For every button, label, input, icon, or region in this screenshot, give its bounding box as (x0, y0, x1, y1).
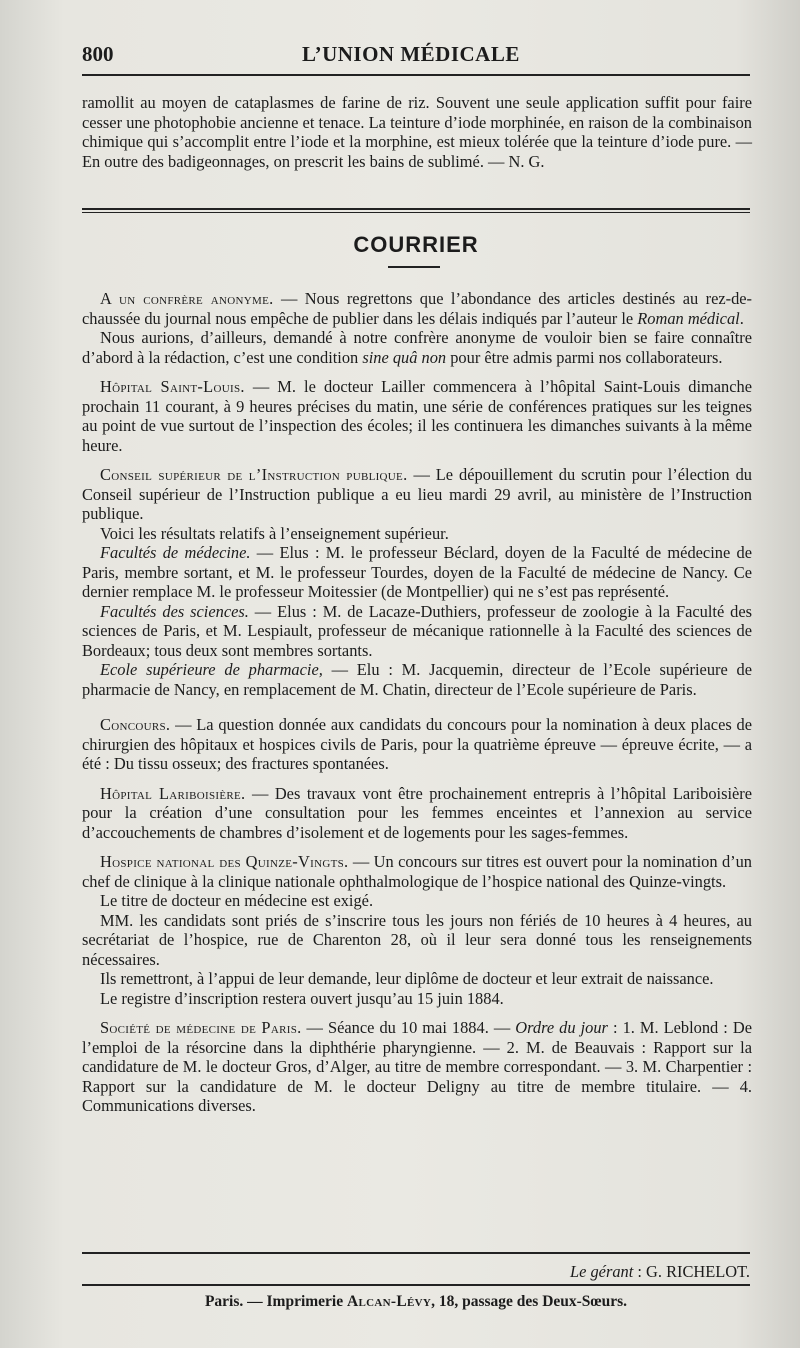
item-heading: Ecole supérieure de pharmacie, (100, 660, 323, 679)
page-header (82, 42, 750, 72)
item-sciences: Facultés des sciences. — Elus : M. de Lacaze-Duthiers, professeur de zoologie à la Faculté des sciences de Paris, et M. Lespiault, professeur de mécanique rationnelle à la Faculté des sciences de Bordeaux; tous deux sont membres sortants. (82, 601, 753, 660)
item-remettront: Ils remettront, à l’appui de leur demande, leur diplôme de docteur et leur extrait de naissance. (100, 969, 714, 988)
item-pharmacie: Ecole supérieure de pharmacie, — Elu : M. Jacquemin, directeur de l’Ecole supérieure de pharmacie de Nancy, en remplacement de M. Chatin, directeur de l’Ecole supérieure de Paris. (82, 660, 752, 699)
journal-title: L’UNION MÉDICALE (302, 42, 520, 66)
item-confrere-followup: Nous aurions, d’ailleurs, demandé à notre confrère anonyme de vouloir bien se faire connaître d’abord à la rédaction, c’est une condition sine quâ non pour être admis parmi nos collaborateurs. (82, 328, 752, 367)
item-confrere: A un confrère anonyme. — Nous regrettons que l’abondance des articles destinés au rez-de-chaussée du journal nous empêche de publier dans les délais indiqués par l’auteur le Roman médical. (82, 289, 753, 328)
section-rule-top (82, 208, 750, 210)
item-medecine: Facultés de médecine. — Elus : M. le professeur Béclard, doyen de la Faculté de médecine de Paris, membre sortant, et M. le professeur Tourdes, doyen de la Faculté de médecine de Nancy. Ce dernier remplace M. le professeur Moitessier (de Montpellier) qui ne s’est pas représenté. (82, 543, 752, 601)
signature-label: Le gérant (570, 1262, 634, 1281)
item-quinze-vingts: Hospice national des Quinze-Vingts. — Un concours sur titres est ouvert pour la nomination d’un chef de clinique à la clinique nationale ophthalmologique de l’hospice national des Quinze-vingts. (82, 852, 752, 891)
printer-name: Alcan-Lévy (347, 1293, 432, 1310)
footer-rule-bottom (82, 1284, 750, 1286)
title-underline (388, 266, 440, 268)
section-rule-bottom (82, 212, 750, 213)
item-heading: Hôpital Saint-Louis. (100, 377, 245, 396)
item-lariboisiere: Hôpital Lariboisière. — Des travaux vont être prochainement entrepris à l’hôpital Lariboisière pour la création d’une consultation pour les femmes enceintes et l’annexion au service d’accouchements de chambres d’isolement et de logements pour les sages-femmes. (82, 783, 753, 842)
item-heading: Facultés de médecine. (100, 543, 251, 562)
item-candidats: MM. les candidats sont priés de s’inscrire tous les jours non fériés de 10 heures à 4 heures, au secrétariat de l’hospice, rue de Charenton 28, où il leur sera donné tous les renseignements nécessaires. (82, 910, 752, 969)
printer-imprint: Paris. — Imprimerie Alcan-Lévy, 18, passage des Deux-Sœurs. (204, 1293, 628, 1310)
intro-text: ramollit au moyen de cataplasmes de farine de riz. Souvent une seule application suffit pour faire cesser une photophobie ancienne et tenace. La teinture d’iode morphinée, en raison de la combinaison chimique qui s’accomplit entre l’iode et la morphine, est mieux tolérée que la teinture d’iode pure. — En outre des badigeonnages, on prescrit les bains de sublimé. — N. G. (82, 93, 752, 171)
item-heading: Concours. (100, 715, 171, 734)
item-saint-louis: Hôpital Saint-Louis. — M. le docteur Lailler commencera à l’hôpital Saint-Louis dimanche prochain 11 courant, à 9 heures précises du matin, une série de conférences pratiques sur les teignes au point de vue surtout de l’inspection des écoles; il les continuera les dimanches suivants à la même heure. (82, 377, 752, 455)
item-heading: Facultés des sciences. (100, 601, 249, 621)
page-number: 800 (82, 42, 114, 66)
item-heading: Conseil supérieur de l’Instruction publique. (100, 465, 408, 484)
item-conseil: Conseil supérieur de l’Instruction publique. — Le dépouillement du scrutin pour l’élection du Conseil supérieur de l’Instruction publique a eu lieu mardi 29 avril, au ministère de l’Instruction publique. (82, 465, 752, 523)
item-resultats: Voici les résultats relatifs à l’enseignement supérieur. (100, 523, 449, 543)
signature-name: : G. RICHELOT. (633, 1262, 750, 1281)
item-heading: Société de médecine de Paris. (100, 1018, 302, 1037)
courrier-body (82, 289, 752, 1116)
item-registre: Le registre d’inscription restera ouvert jusqu’au 15 juin 1884. (100, 988, 504, 1008)
item-heading: A un confrère anonyme. (100, 289, 274, 308)
footer-rule-top (82, 1252, 750, 1254)
item-heading: Hospice national des Quinze-Vingts. (100, 852, 349, 871)
item-heading: Hôpital Lariboisière. (100, 783, 246, 803)
item-concours: Concours. — La question donnée aux candidats du concours pour la nomination à deux places de chirurgien des hôpitaux et hospices civils de Paris, pour la quatrième épreuve — épreuve écrite, — a été : Du tissu osseux; des fractures spontanées. (82, 715, 752, 773)
header-rule (82, 74, 750, 76)
signature (82, 1262, 750, 1282)
intro-paragraph (82, 93, 752, 171)
item-titre: Le titre de docteur en médecine est exigé. (100, 891, 374, 910)
item-societe: Société de médecine de Paris. — Séance du 10 mai 1884. — Ordre du jour : 1. M. Leblond : De l’emploi de la résorcine dans la diphthérie pharyngienne. — 2. M. de Beauvais : Rapport sur la candidature de M. le docteur Gros, d’Alger, au titre de membre correspondant. — 3. M. Charpentier : Rapport sur la candidature de M. le docteur Deligny au titre de membre titulaire. — 4. Communications diverses. (82, 1018, 752, 1115)
section-title: COURRIER (353, 232, 479, 257)
